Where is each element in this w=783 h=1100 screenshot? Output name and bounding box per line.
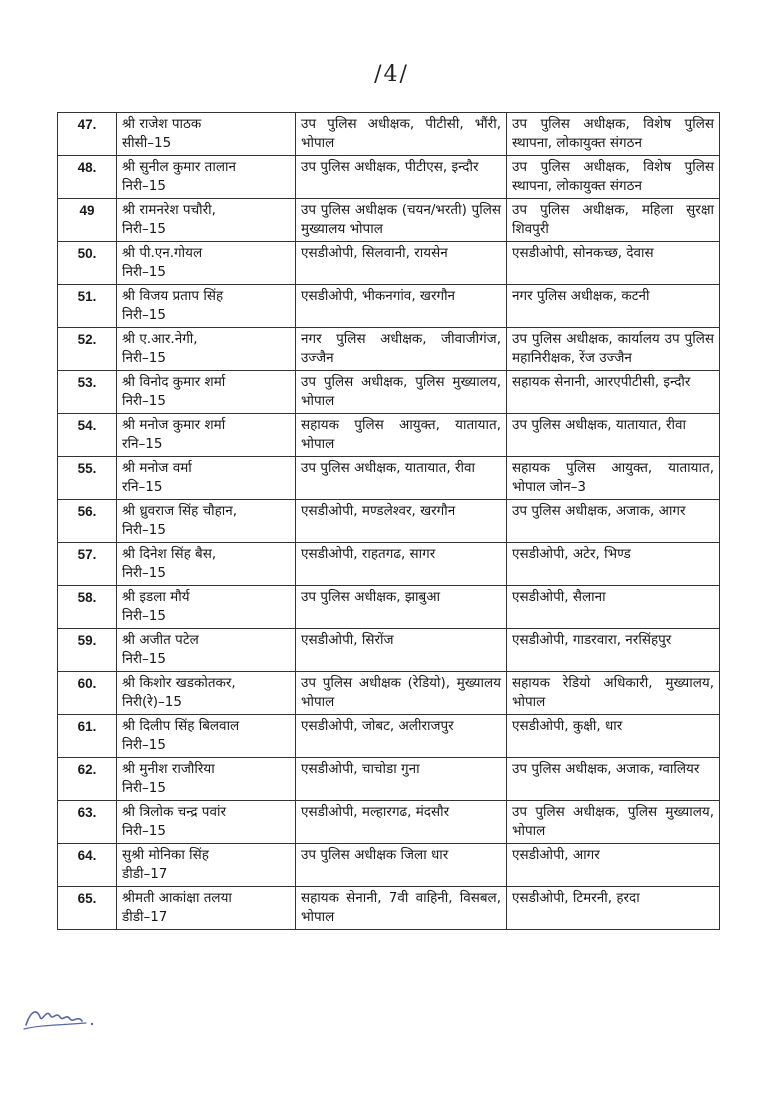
officer-batch: निरी–15 [122, 264, 166, 280]
officer-name: श्री पी.एन.गोयल [122, 245, 203, 261]
officer-cell [117, 844, 296, 887]
current-posting: उप पुलिस अधीक्षक, यातायात, रीवा [296, 457, 507, 500]
officer-cell [117, 414, 296, 457]
officer-name: श्री दिनेश सिंह बैस, [122, 546, 217, 562]
officer-batch: निरी–15 [122, 350, 166, 366]
new-posting: एसडीओपी, टिमरनी, हरदा [507, 887, 720, 930]
current-posting: सहायक सेनानी, 7वी वाहिनी, विसबल, भोपाल [296, 887, 507, 930]
table-row [58, 887, 720, 930]
officer-batch: निरी–15 [122, 737, 166, 753]
officer-cell [117, 156, 296, 199]
serial-number: 56. [58, 500, 117, 543]
officer-name: श्री अजीत पटेल [122, 632, 199, 648]
officer-name: श्री किशोर खडकोतकर, [122, 675, 236, 691]
new-posting: उप पुलिस अधीक्षक, पुलिस मुख्यालय, भोपाल [507, 801, 720, 844]
current-posting: उप पुलिस अधीक्षक, पुलिस मुख्यालय, भोपाल [296, 371, 507, 414]
officer-cell [117, 328, 296, 371]
table-row [58, 113, 720, 156]
table-row [58, 715, 720, 758]
current-posting: सहायक पुलिस आयुक्त, यातायात, भोपाल [296, 414, 507, 457]
new-posting: नगर पुलिस अधीक्षक, कटनी [507, 285, 720, 328]
new-posting: उप पुलिस अधीक्षक, कार्यालय उप पुलिस महानिरीक्षक, रेंज उज्जैन [507, 328, 720, 371]
serial-number: 58. [58, 586, 117, 629]
table-row [58, 414, 720, 457]
serial-number: 47. [58, 113, 117, 156]
officer-cell [117, 672, 296, 715]
new-posting: उप पुलिस अधीक्षक, विशेष पुलिस स्थापना, लोकायुक्त संगठन [507, 113, 720, 156]
new-posting: एसडीओपी, कुक्षी, धार [507, 715, 720, 758]
new-posting: एसडीओपी, सोनकच्छ, देवास [507, 242, 720, 285]
officer-cell [117, 500, 296, 543]
serial-number: 59. [58, 629, 117, 672]
table-row [58, 156, 720, 199]
officer-cell [117, 371, 296, 414]
current-posting: उप पुलिस अधीक्षक, पीटीसी, भौंरी, भोपाल [296, 113, 507, 156]
page-number: /4/ [374, 62, 409, 87]
table-row [58, 199, 720, 242]
officer-cell [117, 801, 296, 844]
officer-name: श्री ए.आर.नेगी, [122, 331, 198, 347]
table-row [58, 285, 720, 328]
officer-cell [117, 758, 296, 801]
officer-cell [117, 629, 296, 672]
new-posting: सहायक रेडियो अधिकारी, मुख्यालय, भोपाल [507, 672, 720, 715]
new-posting: सहायक सेनानी, आरएपीटीसी, इन्दौर [507, 371, 720, 414]
current-posting: उप पुलिस अधीक्षक, झाबुआ [296, 586, 507, 629]
officer-cell [117, 715, 296, 758]
transfer-table-body [58, 113, 720, 930]
officer-batch: निरी–15 [122, 307, 166, 323]
officer-batch: निरी(रे)–15 [122, 694, 182, 710]
current-posting: एसडीओपी, सिरोंज [296, 629, 507, 672]
serial-number: 64. [58, 844, 117, 887]
new-posting: सहायक पुलिस आयुक्त, यातायात, भोपाल जोन–3 [507, 457, 720, 500]
handwritten-signature [20, 995, 100, 1035]
table-row [58, 543, 720, 586]
officer-cell [117, 285, 296, 328]
officer-cell [117, 543, 296, 586]
new-posting: उप पुलिस अधीक्षक, अजाक, ग्वालियर [507, 758, 720, 801]
new-posting: एसडीओपी, सैलाना [507, 586, 720, 629]
current-posting: एसडीओपी, सिलवानी, रायसेन [296, 242, 507, 285]
officer-name: श्री त्रिलोक चन्द्र पवांर [122, 804, 226, 820]
officer-batch: निरी–15 [122, 522, 166, 538]
current-posting: उप पुलिस अधीक्षक (रेडियो), मुख्यालय भोपाल [296, 672, 507, 715]
officer-batch: रनि–15 [122, 479, 163, 495]
officer-batch: डीडी–17 [122, 909, 168, 925]
officer-name: सुश्री मोनिका सिंह [122, 847, 209, 863]
table-row [58, 371, 720, 414]
officer-name: श्री मनोज वर्मा [122, 460, 192, 476]
officer-cell [117, 586, 296, 629]
officer-batch: रनि–15 [122, 436, 163, 452]
serial-number: 53. [58, 371, 117, 414]
officer-batch: निरी–15 [122, 823, 166, 839]
officer-name: श्री राजेश पाठक [122, 116, 202, 132]
officer-batch: निरी–15 [122, 221, 166, 237]
serial-number: 62. [58, 758, 117, 801]
current-posting: एसडीओपी, मल्हारगढ, मंदसौर [296, 801, 507, 844]
serial-number: 49 [58, 199, 117, 242]
officer-batch: निरी–15 [122, 178, 166, 194]
current-posting: उप पुलिस अधीक्षक जिला धार [296, 844, 507, 887]
new-posting: उप पुलिस अधीक्षक, अजाक, आगर [507, 500, 720, 543]
officer-cell [117, 457, 296, 500]
table-row [58, 758, 720, 801]
serial-number: 60. [58, 672, 117, 715]
officer-name: श्री ध्रुवराज सिंह चौहान, [122, 503, 238, 519]
current-posting: एसडीओपी, भीकनगांव, खरगौन [296, 285, 507, 328]
table-row [58, 672, 720, 715]
serial-number: 55. [58, 457, 117, 500]
officer-cell [117, 242, 296, 285]
officer-name: श्री सुनील कुमार तालान [122, 159, 236, 175]
table-row [58, 242, 720, 285]
current-posting: एसडीओपी, राहतगढ, सागर [296, 543, 507, 586]
table-row [58, 586, 720, 629]
officer-cell [117, 887, 296, 930]
serial-number: 48. [58, 156, 117, 199]
serial-number: 61. [58, 715, 117, 758]
serial-number: 52. [58, 328, 117, 371]
new-posting: उप पुलिस अधीक्षक, विशेष पुलिस स्थापना, लोकायुक्त संगठन [507, 156, 720, 199]
officer-name: श्री इडला मौर्य [122, 589, 190, 605]
new-posting: एसडीओपी, गाडरवारा, नरसिंहपुर [507, 629, 720, 672]
current-posting: उप पुलिस अधीक्षक, पीटीएस, इन्दौर [296, 156, 507, 199]
officer-batch: निरी–15 [122, 651, 166, 667]
table-row [58, 500, 720, 543]
officer-batch: डीडी–17 [122, 866, 168, 882]
table-row [58, 844, 720, 887]
serial-number: 63. [58, 801, 117, 844]
new-posting: एसडीओपी, आगर [507, 844, 720, 887]
new-posting: उप पुलिस अधीक्षक, महिला सुरक्षा शिवपुरी [507, 199, 720, 242]
current-posting: नगर पुलिस अधीक्षक, जीवाजीगंज, उज्जैन [296, 328, 507, 371]
officer-name: श्री दिलीप सिंह बिलवाल [122, 718, 240, 734]
officer-name: श्री विनोद कुमार शर्मा [122, 374, 226, 390]
officer-name: श्री विजय प्रताप सिंह [122, 288, 224, 304]
officer-name: श्री मुनीश राजौरिया [122, 761, 215, 777]
new-posting: उप पुलिस अधीक्षक, यातायात, रीवा [507, 414, 720, 457]
serial-number: 50. [58, 242, 117, 285]
officer-cell [117, 199, 296, 242]
serial-number: 65. [58, 887, 117, 930]
table-row [58, 457, 720, 500]
table-row [58, 801, 720, 844]
officer-name: श्री मनोज कुमार शर्मा [122, 417, 226, 433]
new-posting: एसडीओपी, अटेर, भिण्ड [507, 543, 720, 586]
current-posting: एसडीओपी, चाचोडा गुना [296, 758, 507, 801]
serial-number: 51. [58, 285, 117, 328]
table-row [58, 629, 720, 672]
serial-number: 57. [58, 543, 117, 586]
officer-batch: निरी–15 [122, 780, 166, 796]
officer-cell [117, 113, 296, 156]
serial-number: 54. [58, 414, 117, 457]
officer-batch: निरी–15 [122, 393, 166, 409]
officer-name: श्री रामनरेश पचौरी, [122, 202, 216, 218]
officer-batch: सीसी–15 [122, 135, 172, 151]
officer-name: श्रीमती आकांक्षा तलया [122, 890, 232, 906]
table-row [58, 328, 720, 371]
current-posting: उप पुलिस अधीक्षक (चयन/भरती) पुलिस मुख्यालय भोपाल [296, 199, 507, 242]
officer-batch: निरी–15 [122, 565, 166, 581]
current-posting: एसडीओपी, मण्डलेश्वर, खरगौन [296, 500, 507, 543]
officer-batch: निरी–15 [122, 608, 166, 624]
current-posting: एसडीओपी, जोबट, अलीराजपुर [296, 715, 507, 758]
transfer-table [57, 112, 720, 930]
